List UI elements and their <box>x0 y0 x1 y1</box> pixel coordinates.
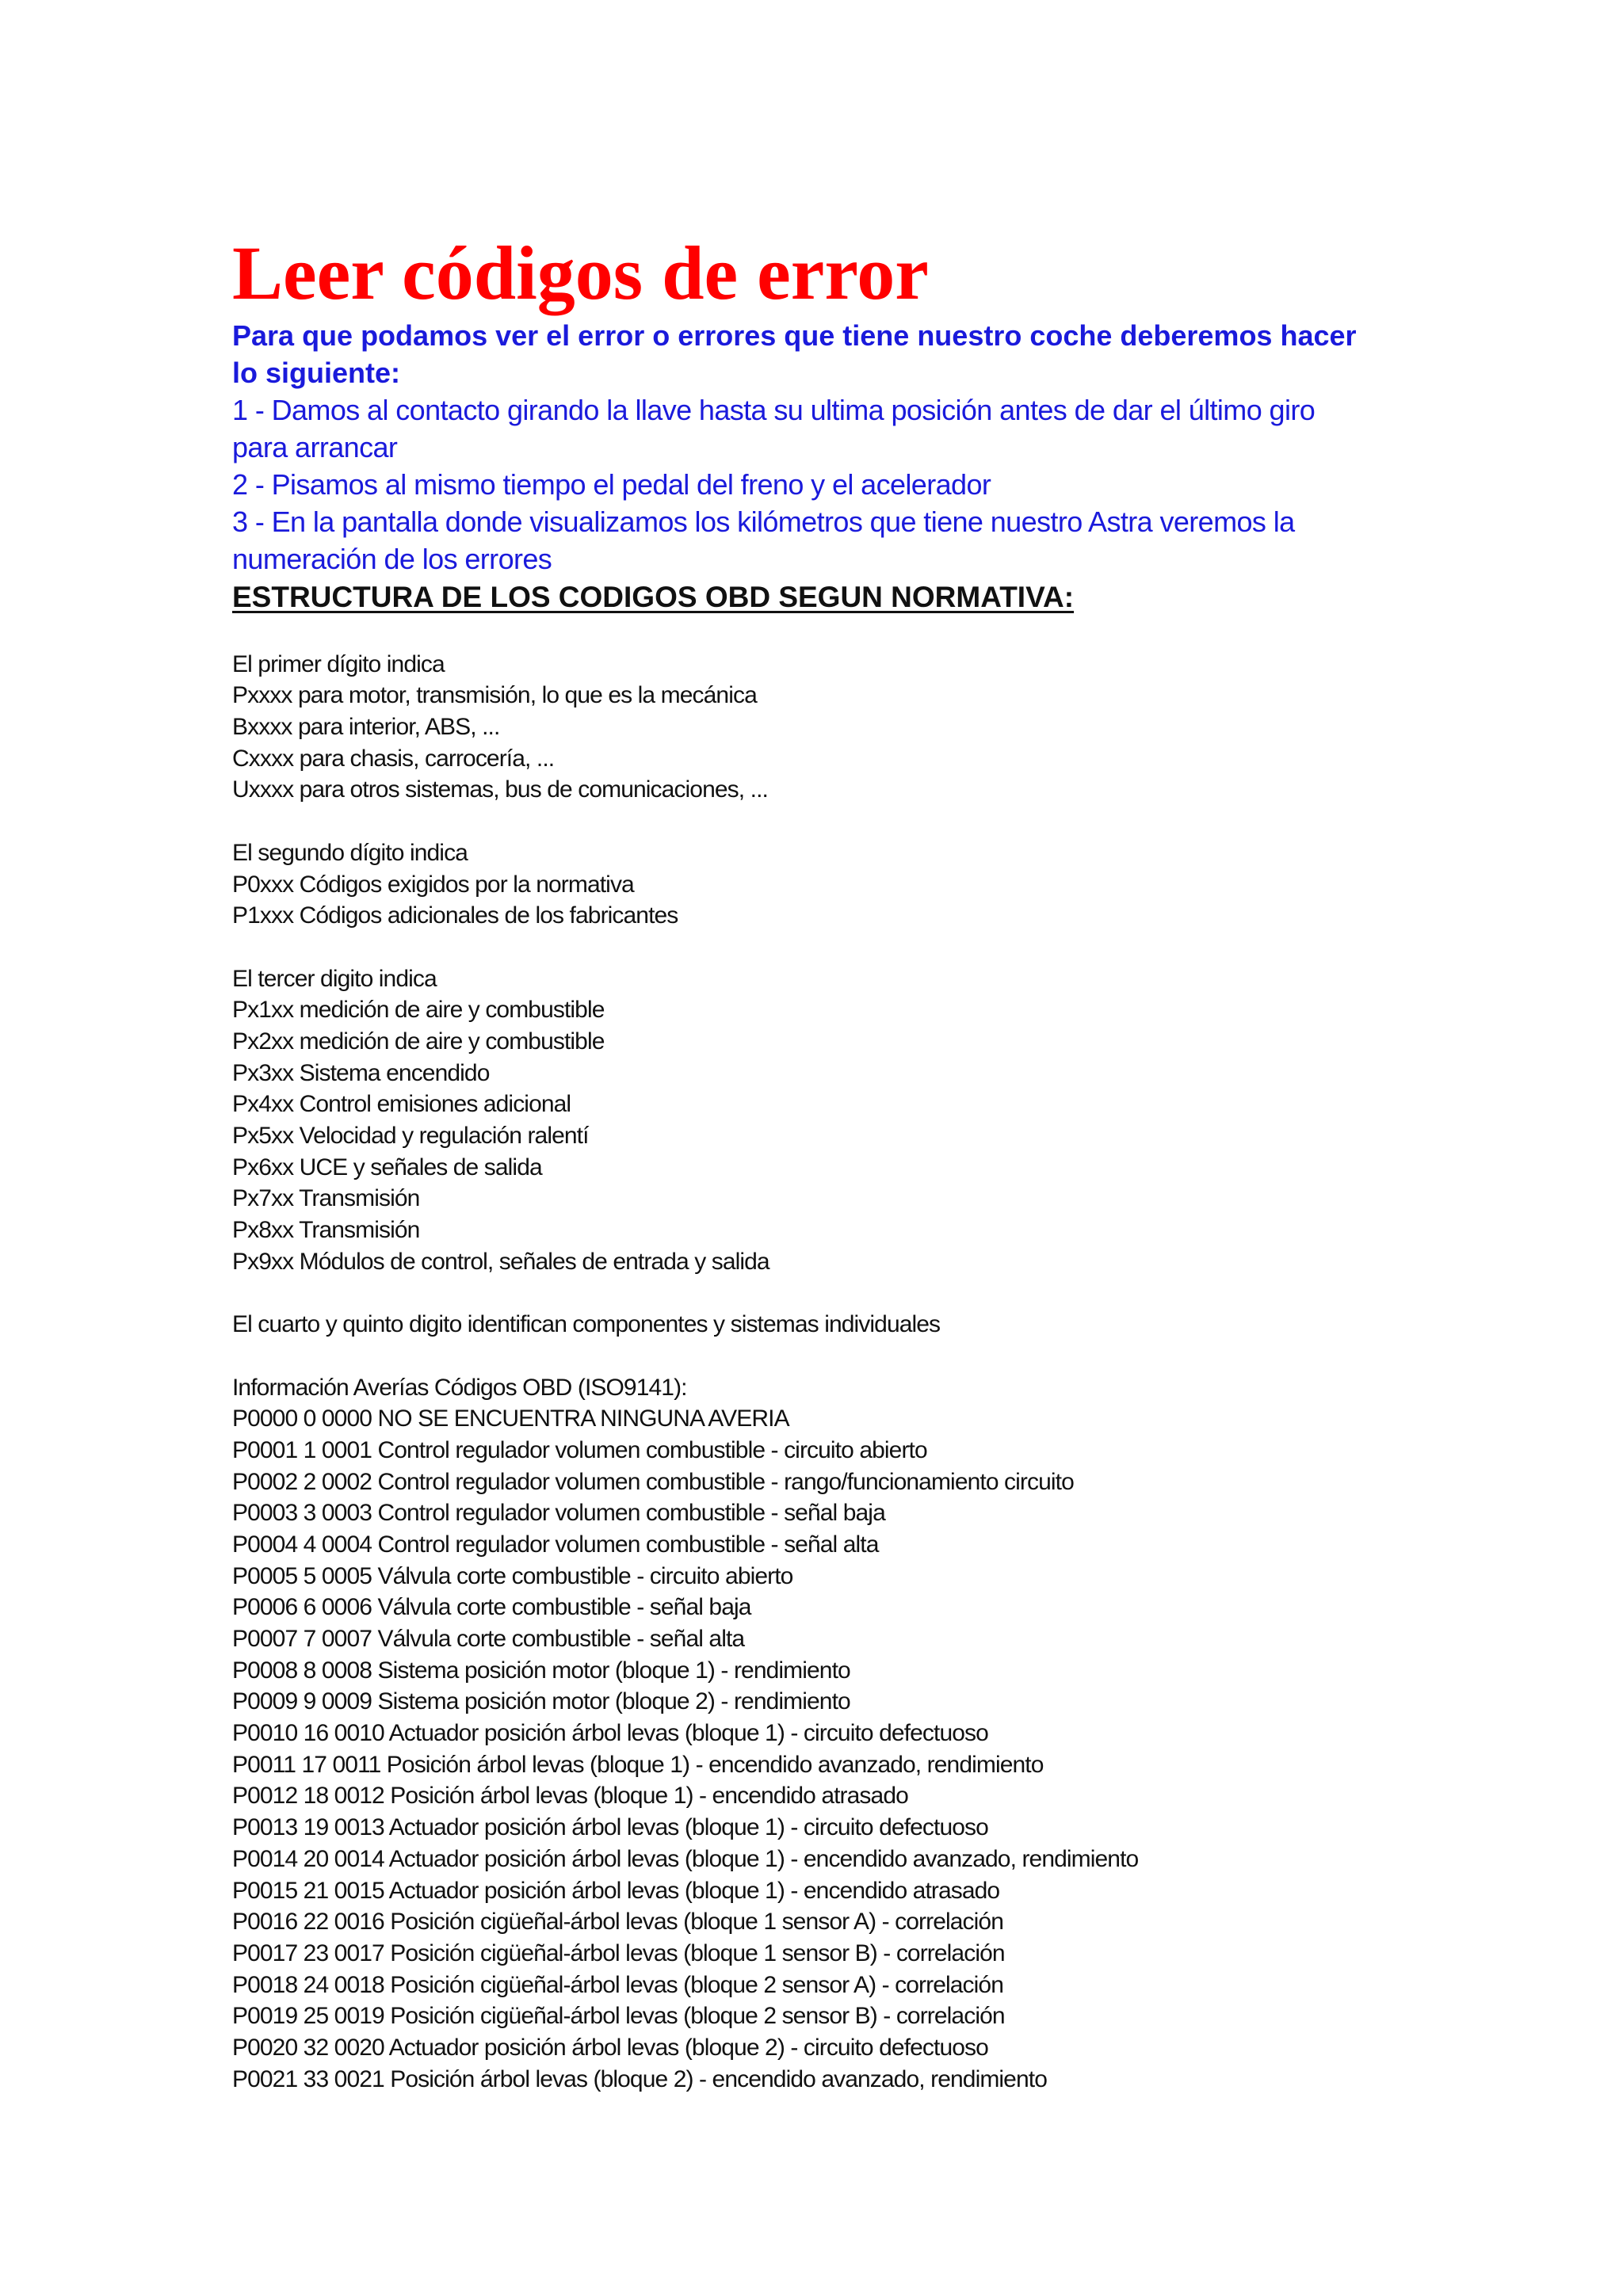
text-line: El segundo dígito indica <box>232 839 468 866</box>
code-row: P0009 9 0009 Sistema posición motor (bloque 2) - rendimiento <box>232 1688 850 1715</box>
codes-block <box>232 1372 1421 2096</box>
text-line: Px9xx Módulos de control, señales de entrada y salida <box>232 1248 769 1275</box>
step-item: 2 - Pisamos al mismo tiempo el pedal del freno y el acelerador <box>232 468 991 501</box>
section-heading: ESTRUCTURA DE LOS CODIGOS OBD SEGUN NORMATIVA: <box>232 581 1075 613</box>
text-line: Px4xx Control emisiones adicional <box>232 1091 571 1118</box>
code-row: P0018 24 0018 Posición cigüeñal-árbol levas (bloque 2 sensor A) - correlación <box>232 1971 1003 1998</box>
text-line: El cuarto y quinto digito identifican componentes y sistemas individuales <box>232 1311 941 1338</box>
text-line: Px5xx Velocidad y regulación ralentí <box>232 1123 589 1149</box>
code-row: P0005 5 0005 Válvula corte combustible - circuito abierto <box>232 1562 793 1589</box>
text-line: P1xxx Códigos adicionales de los fabricantes <box>232 902 678 929</box>
third-digit-block <box>232 963 1421 1278</box>
text-line: Px3xx Sistema encendido <box>232 1059 490 1086</box>
code-row: P0016 22 0016 Posición cigüeñal-árbol levas (bloque 1 sensor A) - correlación <box>232 1909 1003 1936</box>
code-row: P0015 21 0015 Actuador posición árbol levas (bloque 1) - encendido atrasado <box>232 1877 1000 1904</box>
page-title: Leer códigos de error <box>232 231 929 315</box>
second-digit-block <box>232 837 1421 932</box>
text-line: Px8xx Transmisión <box>232 1217 420 1244</box>
text-line: Bxxxx para interior, ABS, ... <box>232 714 500 741</box>
code-row: P0014 20 0014 Actuador posición árbol levas (bloque 1) - encendido avanzado, rendimiento <box>232 1845 1139 1872</box>
text-line: Px1xx medición de aire y combustible <box>232 997 605 1024</box>
code-row: P0000 0 0000 NO SE ENCUENTRA NINGUNA AVERIA <box>232 1405 789 1432</box>
text-line: Pxxxx para motor, transmisión, lo que es la mecánica <box>232 682 757 709</box>
code-row: P0019 25 0019 Posición cigüeñal-árbol levas (bloque 2 sensor B) - correlación <box>232 2003 1005 2030</box>
code-row: P0011 17 0011 Posición árbol levas (bloque 1) - encendido avanzado, rendimiento <box>232 1751 1044 1778</box>
code-row: P0001 1 0001 Control regulador volumen combustible - circuito abierto <box>232 1436 927 1463</box>
fourth-fifth-block <box>232 1309 1421 1341</box>
text-line: Uxxxx para otros sistemas, bus de comunicaciones, ... <box>232 776 768 803</box>
text-line: Px2xx medición de aire y combustible <box>232 1028 605 1055</box>
code-row: P0003 3 0003 Control regulador volumen combustible - señal baja <box>232 1500 885 1527</box>
code-row: P0007 7 0007 Válvula corte combustible - señal alta <box>232 1626 745 1652</box>
text-line: El tercer digito indica <box>232 965 437 992</box>
code-row: P0013 19 0013 Actuador posición árbol levas (bloque 1) - circuito defectuoso <box>232 1814 988 1841</box>
text-line: Px7xx Transmisión <box>232 1185 420 1212</box>
code-row: P0021 33 0021 Posición árbol levas (bloque 2) - encendido avanzado, rendimiento <box>232 2065 1047 2092</box>
step-item: 3 - En la pantalla donde visualizamos los kilómetros que tiene nuestro Astra veremos la numeración de los errores <box>232 505 1295 575</box>
text-line: P0xxx Códigos exigidos por la normativa <box>232 871 634 898</box>
code-row: P0006 6 0006 Válvula corte combustible - señal baja <box>232 1594 751 1621</box>
code-row: P0017 23 0017 Posición cigüeñal-árbol levas (bloque 1 sensor B) - correlación <box>232 1939 1005 1966</box>
text-line: Px6xx UCE y señales de salida <box>232 1154 542 1180</box>
code-row: P0008 8 0008 Sistema posición motor (bloque 1) - rendimiento <box>232 1657 850 1684</box>
code-row: P0010 16 0010 Actuador posición árbol levas (bloque 1) - circuito defectuoso <box>232 1720 988 1747</box>
code-row: P0004 4 0004 Control regulador volumen combustible - señal alta <box>232 1531 879 1558</box>
steps-list <box>232 391 1421 578</box>
codes-title: Información Averías Códigos OBD (ISO9141): <box>232 1374 687 1401</box>
step-item: 1 - Damos al contacto girando la llave hasta su ultima posición antes de dar el último giro para arrancar <box>232 394 1316 463</box>
text-line: Cxxxx para chasis, carrocería, ... <box>232 745 555 772</box>
codes-list <box>232 1403 1421 2095</box>
intro-text: Para que podamos ver el error o errores que tiene nuestro coche deberemos hacer lo siguiente: <box>232 319 1357 389</box>
code-row: P0012 18 0012 Posición árbol levas (bloque 1) - encendido atrasado <box>232 1783 908 1810</box>
document-content <box>232 230 1421 2095</box>
first-digit-block <box>232 649 1421 806</box>
text-line: El primer dígito indica <box>232 650 445 677</box>
code-row: P0002 2 0002 Control regulador volumen combustible - rango/funcionamiento circuito <box>232 1468 1074 1495</box>
code-row: P0020 32 0020 Actuador posición árbol levas (bloque 2) - circuito defectuoso <box>232 2034 988 2061</box>
